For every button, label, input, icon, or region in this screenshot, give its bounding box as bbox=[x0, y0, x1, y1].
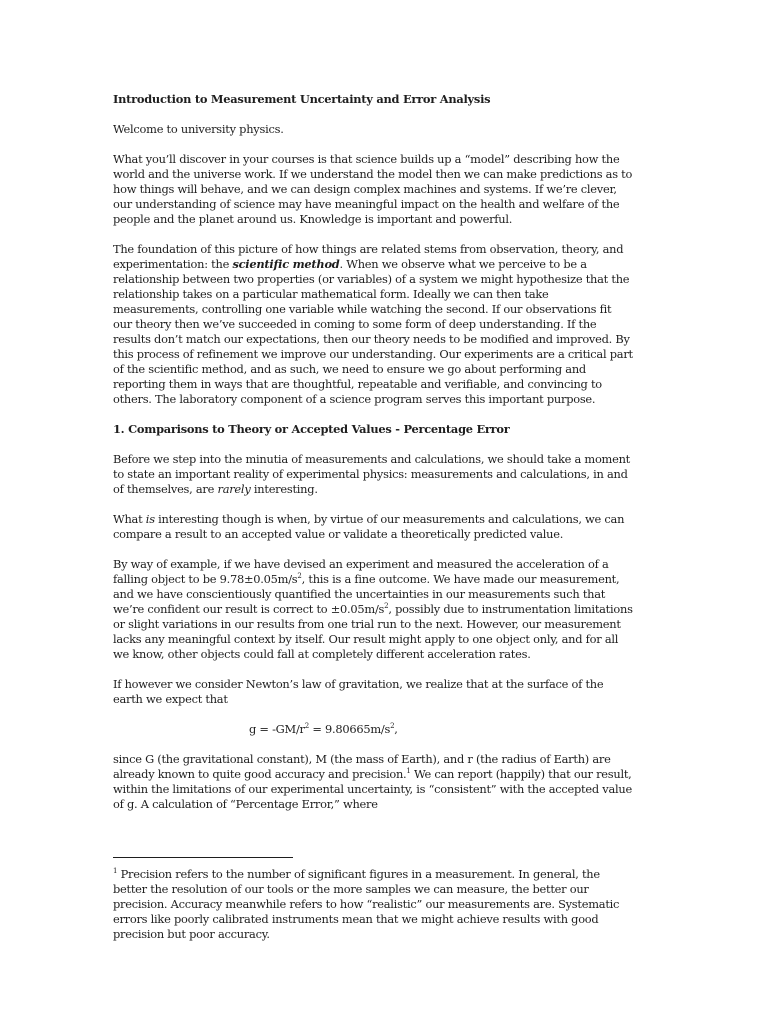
footnote-reference[interactable]: 1 bbox=[406, 767, 411, 776]
text-span: The foundation of this picture of how things are related stems from observation, theory, and experimentation: the bbox=[113, 242, 624, 271]
footnote-divider bbox=[113, 857, 293, 858]
emphasis-text: rarely bbox=[217, 482, 251, 496]
text-span: , possibly due to instrumentation limitations or slight variations in our results from one trial run to the next. However, our measurement lacks any meaningful context by itself. Our result might apply to one object only, and for all we know, other objects could fall at completely different acceleration rates. bbox=[113, 602, 633, 661]
gravity-equation bbox=[249, 722, 768, 737]
welcome-paragraph: Welcome to university physics. bbox=[113, 122, 284, 136]
text-span: Before we step into the minutia of measurements and calculations, we should take a moment to state an important reality of experimental physics: measurements and calculations, in and of themselves, are bbox=[113, 452, 631, 496]
text-span: , bbox=[394, 722, 398, 736]
text-span: since G (the gravitational constant), M (the mass of Earth), and r (the radius of Earth) are already known to quite good accuracy and precision. bbox=[113, 752, 611, 781]
superscript: 2 bbox=[384, 602, 389, 611]
text-span: interesting. bbox=[250, 482, 318, 496]
document-body bbox=[113, 92, 633, 812]
newton-paragraph: If however we consider Newton’s law of gravitation, we realize that at the surface of the earth we expect that bbox=[113, 677, 604, 706]
superscript: 2 bbox=[390, 722, 395, 731]
intro-paragraph: What you’ll discover in your courses is that science builds up a “model” describing how the world and the universe work. If we understand the model then we can make predictions as to how things will behave, and we can design complex machines and systems. If we’re clever, our understanding of science may have meaningful impact on the health and welfare of the people and the planet around us. Knowledge is important and powerful. bbox=[113, 152, 633, 226]
text-span: . When we observe what we perceive to be a relationship between two properties (or variables) of a system we might hypothesize that the relationship takes on a particular mathematical form. Ideally we can then take measurements, controlling one variable while watching the second. If our observations fit our theory then we’ve succeeded in coming to some form of deep understanding. If the results don’t match our expectations, then our theory needs to be modified and improved. By this process of refinement we improve our understanding. Our experiments are a critical part of the scientific method, and as such, we need to ensure we go about performing and reporting them in ways that are thoughtful, repeatable and verifiable, and convincing to others. The laboratory component of a science program serves this important purpose. bbox=[113, 257, 633, 406]
text-span: interesting though is when, by virtue of our measurements and calculations, we can compare a result to an accepted value or validate a theoretically predicted value. bbox=[113, 512, 625, 541]
scientific-method-paragraph bbox=[113, 242, 633, 407]
text-span: We can report (happily) that our result, within the limitations of our experimental uncertainty, is “consistent” with the accepted value of g. A calculation of “Percentage Error,” where bbox=[113, 767, 632, 811]
footnote bbox=[113, 867, 633, 942]
footnote-number: 1 bbox=[113, 867, 118, 876]
section-heading: 1. Comparisons to Theory or Accepted Values - Percentage Error bbox=[113, 422, 510, 436]
constants-paragraph bbox=[113, 752, 633, 812]
interesting-paragraph bbox=[113, 512, 633, 542]
superscript: 2 bbox=[297, 572, 302, 581]
footnote-text: Precision refers to the number of significant figures in a measurement. In general, the better the resolution of our tools or the more samples we can measure, the better our precision. Accuracy meanwhile refers to how “realistic” our measurements are. Systematic errors like poorly calibrated instruments mean that we might achieve results with good precision but poor accuracy. bbox=[113, 867, 620, 941]
emphasis-text: scientific method bbox=[232, 257, 340, 271]
text-span: What bbox=[113, 512, 146, 526]
document-title: Introduction to Measurement Uncertainty and Error Analysis bbox=[113, 92, 491, 106]
text-span: , this is a fine outcome. We have made our measurement, and we have conscientiously quantified the uncertainties in our measurements such that we’re confident our result is correct to ±0.05m/s bbox=[113, 572, 620, 616]
superscript: 2 bbox=[304, 722, 309, 731]
text-span: = 9.80665m/s bbox=[308, 722, 391, 736]
emphasis-text: is bbox=[145, 512, 155, 526]
text-span: By way of example, if we have devised an experiment and measured the acceleration of a falling object to be 9.78±0.05m/s bbox=[113, 557, 609, 586]
example-paragraph bbox=[113, 557, 633, 662]
minutia-paragraph bbox=[113, 452, 633, 497]
text-span: g = -GM/r bbox=[249, 722, 305, 736]
